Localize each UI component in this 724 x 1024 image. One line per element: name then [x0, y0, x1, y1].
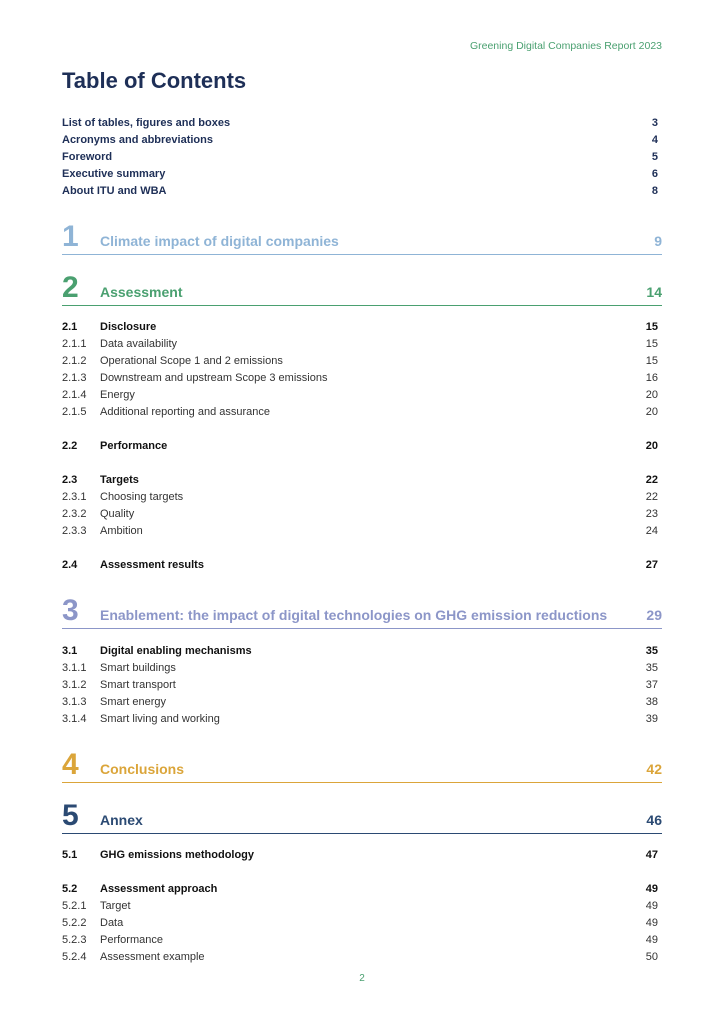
- toc-entry[interactable]: [62, 132, 658, 149]
- toc-subsection-row[interactable]: [62, 506, 658, 523]
- subsection-page: 24: [645, 525, 658, 537]
- entry-label: Acronyms and abbreviations: [62, 134, 213, 146]
- toc-subsection-row[interactable]: [62, 489, 658, 506]
- toc-section-row[interactable]: [62, 557, 658, 574]
- entry-label: Executive summary: [62, 168, 166, 180]
- entry-label: Foreword: [62, 151, 113, 163]
- section-title: Assessment results: [100, 559, 204, 571]
- subsection-page: 20: [645, 406, 658, 418]
- subsection-title: Data: [100, 917, 124, 929]
- subsection-page: 49: [645, 900, 658, 912]
- chapter-3-heading[interactable]: [62, 594, 662, 629]
- chapter-4-heading[interactable]: [62, 748, 662, 783]
- chapter-number: 2: [62, 271, 79, 304]
- toc-subsection-row[interactable]: [62, 353, 658, 370]
- chapter-number: 4: [62, 748, 79, 781]
- chapter-page: 29: [646, 607, 662, 623]
- subsection-title: Quality: [100, 508, 135, 520]
- toc-subsection-row[interactable]: [62, 932, 658, 949]
- subsection-page: 22: [645, 491, 658, 503]
- toc-entry[interactable]: [62, 115, 658, 132]
- toc-subsection-row[interactable]: [62, 677, 658, 694]
- toc-subsection-row[interactable]: [62, 694, 658, 711]
- toc-subsection-row[interactable]: [62, 660, 658, 677]
- section-page: 49: [645, 883, 658, 895]
- subsection-title: Target: [100, 900, 131, 912]
- subsection-number: 2.1.2: [62, 355, 87, 367]
- chapter-page: 14: [646, 284, 662, 300]
- subsection-number: 2.1.4: [62, 389, 87, 401]
- toc-section-row[interactable]: [62, 847, 658, 864]
- subsection-title: Performance: [100, 934, 163, 946]
- section-title: GHG emissions methodology: [100, 849, 255, 861]
- subsection-page: 50: [645, 951, 658, 963]
- toc-subsection-row[interactable]: [62, 336, 658, 353]
- toc-entry[interactable]: [62, 183, 658, 200]
- chapter-5-heading[interactable]: [62, 799, 662, 834]
- section-title: Digital enabling mechanisms: [100, 645, 252, 657]
- chapter-page: 9: [654, 233, 662, 249]
- subsection-number: 2.3.3: [62, 525, 87, 537]
- chapter-title: Conclusions: [100, 761, 185, 777]
- toc-subsection-row[interactable]: [62, 949, 658, 966]
- subsection-page: 16: [645, 372, 658, 384]
- subsection-page: 23: [645, 508, 658, 520]
- section-number: 2.4: [62, 559, 78, 571]
- chapter-number: 1: [62, 220, 79, 253]
- subsection-number: 3.1.4: [62, 713, 87, 725]
- section-page: 22: [645, 474, 658, 486]
- section-number: 2.1: [62, 321, 78, 333]
- chapter-1-heading[interactable]: [62, 220, 662, 255]
- subsection-title: Downstream and upstream Scope 3 emissions: [100, 372, 328, 384]
- entry-label: About ITU and WBA: [62, 185, 167, 197]
- subsection-number: 3.1.3: [62, 696, 87, 708]
- toc-subsection-row[interactable]: [62, 711, 658, 728]
- chapter-title: Annex: [100, 812, 143, 828]
- section-number: 2.2: [62, 440, 78, 452]
- subsection-number: 5.2.3: [62, 934, 87, 946]
- chapter-number: 5: [62, 799, 79, 832]
- toc-section-row[interactable]: [62, 881, 658, 898]
- subsection-title: Smart living and working: [100, 713, 220, 725]
- toc-section-row[interactable]: [62, 319, 658, 336]
- toc-entry[interactable]: [62, 149, 658, 166]
- chapter-5-sections: [62, 847, 658, 966]
- toc-entry[interactable]: [62, 166, 658, 183]
- entry-page: 5: [651, 151, 658, 163]
- subsection-number: 2.1.1: [62, 338, 87, 350]
- chapter-page: 46: [646, 812, 662, 828]
- toc-subsection-row[interactable]: [62, 387, 658, 404]
- toc-subsection-row[interactable]: [62, 523, 658, 540]
- section-title: Assessment approach: [100, 883, 218, 895]
- section-title: Targets: [100, 474, 139, 486]
- subsection-number: 3.1.1: [62, 662, 87, 674]
- section-number: 2.3: [62, 474, 78, 486]
- toc-section-row[interactable]: [62, 643, 658, 660]
- subsection-page: 37: [645, 679, 658, 691]
- entry-label: List of tables, figures and boxes: [62, 117, 231, 129]
- section-number: 3.1: [62, 645, 78, 657]
- section-number: 5.1: [62, 849, 78, 861]
- subsection-title: Operational Scope 1 and 2 emissions: [100, 355, 283, 367]
- section-page: 47: [645, 849, 658, 861]
- subsection-page: 15: [645, 338, 658, 350]
- subsection-title: Data availability: [100, 338, 178, 350]
- chapter-title: Assessment: [100, 284, 183, 300]
- chapter-2-sections: [62, 319, 658, 574]
- subsection-number: 5.2.4: [62, 951, 87, 963]
- section-page: 35: [645, 645, 658, 657]
- subsection-number: 5.2.1: [62, 900, 87, 912]
- toc-section-row[interactable]: [62, 472, 658, 489]
- chapter-2-heading[interactable]: [62, 271, 662, 306]
- subsection-title: Additional reporting and assurance: [100, 406, 271, 418]
- subsection-title: Smart energy: [100, 696, 167, 708]
- subsection-page: 39: [645, 713, 658, 725]
- front-matter-list: [62, 115, 658, 200]
- toc-subsection-row[interactable]: [62, 898, 658, 915]
- section-title: Disclosure: [100, 321, 157, 333]
- chapter-page: 42: [646, 761, 662, 777]
- toc-subsection-row[interactable]: [62, 915, 658, 932]
- subsection-title: Assessment example: [100, 951, 205, 963]
- subsection-page: 20: [645, 389, 658, 401]
- section-title: Performance: [100, 440, 168, 452]
- subsection-page: 38: [645, 696, 658, 708]
- chapter-3-sections: [62, 643, 658, 728]
- subsection-title: Smart transport: [100, 679, 176, 691]
- section-page: 27: [645, 559, 658, 571]
- section-number: 5.2: [62, 883, 78, 895]
- entry-page: 8: [651, 185, 658, 197]
- subsection-title: Choosing targets: [100, 491, 184, 503]
- subsection-title: Ambition: [100, 525, 143, 537]
- page-title: Table of Contents: [62, 68, 247, 93]
- subsection-number: 2.3.1: [62, 491, 87, 503]
- subsection-number: 2.3.2: [62, 508, 87, 520]
- page-number: 2: [359, 973, 365, 984]
- entry-page: 3: [651, 117, 658, 129]
- subsection-page: 49: [645, 934, 658, 946]
- entry-page: 6: [651, 168, 658, 180]
- subsection-number: 2.1.3: [62, 372, 87, 384]
- entry-page: 4: [651, 134, 658, 146]
- subsection-title: Energy: [100, 389, 135, 401]
- section-page: 20: [645, 440, 658, 452]
- report-title-header: Greening Digital Companies Report 2023: [469, 40, 662, 52]
- chapter-title: Enablement: the impact of digital technologies on GHG emission reductions: [100, 607, 608, 623]
- subsection-number: 2.1.5: [62, 406, 87, 418]
- subsection-title: Smart buildings: [100, 662, 176, 674]
- subsection-page: 15: [645, 355, 658, 367]
- subsection-number: 5.2.2: [62, 917, 87, 929]
- toc-subsection-row[interactable]: [62, 404, 658, 421]
- toc-section-row[interactable]: [62, 438, 658, 455]
- subsection-number: 3.1.2: [62, 679, 87, 691]
- chapter-title: Climate impact of digital companies: [100, 233, 339, 249]
- subsection-page: 35: [645, 662, 658, 674]
- toc-subsection-row[interactable]: [62, 370, 658, 387]
- section-page: 15: [645, 321, 658, 333]
- chapter-number: 3: [62, 594, 79, 627]
- subsection-page: 49: [645, 917, 658, 929]
